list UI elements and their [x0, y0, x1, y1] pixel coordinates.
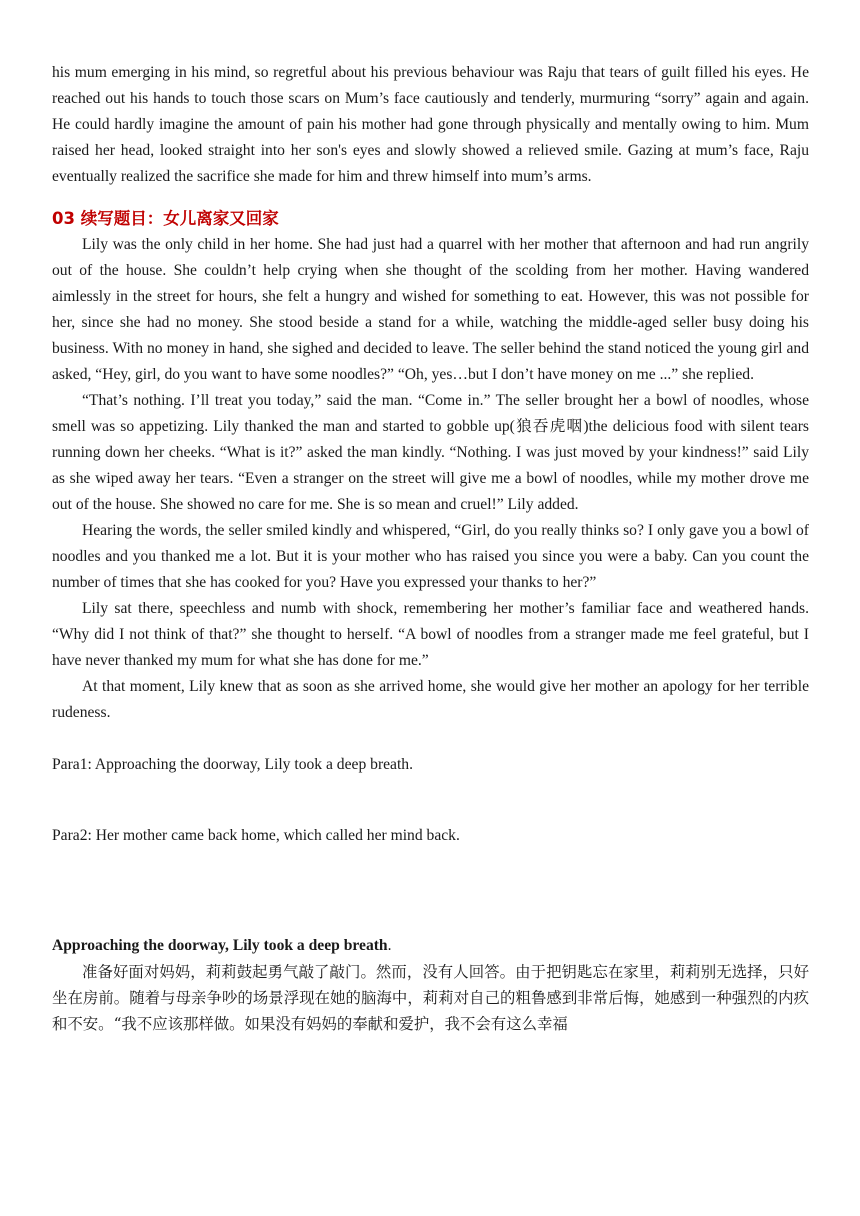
- answer-opening-period: .: [387, 937, 392, 954]
- story-paragraph: Hearing the words, the seller smiled kindly and whispered, “Girl, do you really thinks so? I only gave you a bowl of noodles and you thanked me a lot. But it is your mother who has raised you since you were a baby. Can you count the number of times that she has cooked for you? Have you expressed your thanks to her?”: [52, 522, 809, 591]
- section-heading: 03 续写题目：女儿离家又回家: [52, 209, 279, 228]
- answer-opening-part1: Approaching the doorway: [52, 937, 226, 954]
- answer-opening-comma: ,: [225, 937, 233, 954]
- spacer: [52, 778, 809, 823]
- story-paragraph: Lily sat there, speechless and numb with shock, remembering her mother’s familiar face and weathered hands. “Why did I not think of that?” she thought to herself. “A bowl of noodles from a stranger made me feel grateful, but I have never thanked my mum for what she has done for me.”: [52, 600, 809, 669]
- answer-opening-part2: Lily took a deep breath: [232, 937, 388, 954]
- story-paragraph: “That’s nothing. I’ll treat you today,” said the man. “Come in.” The seller brought her a bowl of noodles, whose smell was so appetizing. Lily thanked the man and started to gobble up(狼吞虎咽)the delicious food with silent tears running down her cheeks. “What is it?” asked the man kindly. “Nothing. I was just moved by your kindness!” said Lily as she wiped away her tears. “Even a stranger on the street will give me a bowl of noodles, while my mother drove me out of the house. She showed no care for me. She is so mean and cruel!” Lily added.: [52, 392, 809, 513]
- para1-prompt: Para1: Approaching the doorway, Lily took a deep breath.: [52, 756, 414, 773]
- answer-opening-line: [52, 933, 809, 959]
- document-page: [52, 60, 809, 1037]
- story-text: [52, 232, 809, 726]
- story-paragraph: Lily was the only child in her home. She had just had a quarrel with her mother that afternoon and had run angrily out of the house. She couldn’t help crying when she thought of the scolding from her mother. Having wandered aimlessly in the street for hours, she felt a hungry and wished for something to eat. However, this was not possible for her, since she had no money. She stood beside a stand for a while, watching the middle-aged seller busy doing his business. With no money in hand, she sighed and decided to leave. The seller behind the stand noticed the young girl and asked, “Hey, girl, do you want to have some noodles?” “Oh, yes…but I don’t have money on me ...” she replied.: [52, 236, 809, 383]
- spacer: [52, 726, 809, 752]
- story-paragraph: At that moment, Lily knew that as soon as she arrived home, she would give her mother an apology for her terrible rudeness.: [52, 678, 809, 721]
- spacer: [52, 849, 809, 933]
- answer-chinese-paragraph: 准备好面对妈妈，莉莉鼓起勇气敲了敲门。然而，没有人回答。由于把钥匙忘在家里，莉莉别无选择，只好坐在房前。随着与母亲争吵的场景浮现在她的脑海中，莉莉对自己的粗鲁感到非常后悔，她感到一种强烈的内疚和不安。“我不应该那样做。如果没有妈妈的奉献和爱护，我不会有这么幸福: [52, 963, 809, 1033]
- previous-story-paragraph: his mum emerging in his mind, so regretful about his previous behaviour was Raju that tears of guilt filled his eyes. He reached out his hands to touch those scars on Mum’s face cautiously and tenderly, murmuring “sorry” again and again. He could hardly imagine the amount of pain his mother had gone through physically and mentally owing to him. Mum raised her head, looked straight into her son's eyes and slowly showed a relieved smile. Gazing at mum’s face, Raju eventually realized the sacrifice she made for him and threw himself into mum’s arms.: [52, 64, 809, 185]
- para2-prompt: Para2: Her mother came back home, which called her mind back.: [52, 827, 460, 844]
